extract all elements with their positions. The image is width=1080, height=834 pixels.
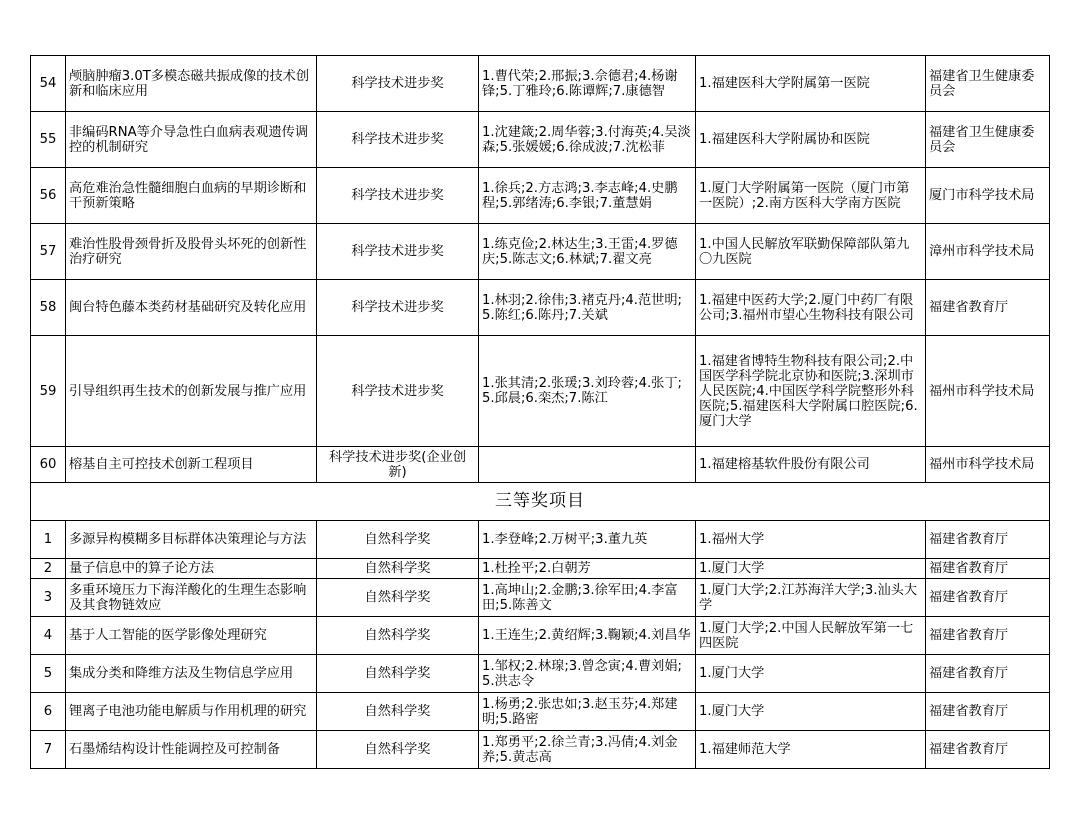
completing-units-cell: 1.福建省博特生物科技有限公司;2.中国医学科学院北京协和医院;3.深圳市人民医院;4.中国医学科学院整形外科医院;5.福建医科大学附属口腔医院;6.厦门大学 [696, 336, 926, 447]
section-header-row [31, 483, 1050, 521]
project-name-cell: 高危难治急性髓细胞白血病的早期诊断和干预新策略 [66, 168, 317, 224]
row-number-cell: 6 [31, 693, 66, 731]
project-name-cell: 引导组织再生技术的创新发展与推广应用 [66, 336, 317, 447]
award-type-cell: 自然科学奖 [317, 579, 479, 617]
row-number-cell: 54 [31, 56, 66, 112]
main-contributors-cell: 1.杨勇;2.张忠如;3.赵玉芬;4.郑建明;5.路密 [479, 693, 696, 731]
award-type-cell: 科学技术进步奖 [317, 336, 479, 447]
section-title: 三等奖项目 [31, 483, 1050, 521]
award-type-cell: 自然科学奖 [317, 693, 479, 731]
project-name-cell: 量子信息中的算子论方法 [66, 559, 317, 579]
award-type-cell: 科学技术进步奖 [317, 280, 479, 336]
nominating-unit-cell: 福建省教育厅 [926, 617, 1050, 655]
main-contributors-cell: 1.高坤山;2.金鹏;3.徐军田;4.李富田;5.陈善文 [479, 579, 696, 617]
award-type-cell: 自然科学奖 [317, 731, 479, 769]
table-row [31, 280, 1050, 336]
nominating-unit-cell: 福州市科学技术局 [926, 447, 1050, 483]
nominating-unit-cell: 福建省卫生健康委员会 [926, 112, 1050, 168]
row-number-cell: 2 [31, 559, 66, 579]
completing-units-cell: 1.厦门大学附属第一医院（厦门市第一医院）;2.南方医科大学南方医院 [696, 168, 926, 224]
nominating-unit-cell: 厦门市科学技术局 [926, 168, 1050, 224]
nominating-unit-cell: 福州市科学技术局 [926, 336, 1050, 447]
third-prize-section [31, 483, 1050, 521]
nominating-unit-cell: 福建省教育厅 [926, 693, 1050, 731]
table-row [31, 731, 1050, 769]
third-prize-rows [31, 521, 1050, 769]
row-number-cell: 4 [31, 617, 66, 655]
nominating-unit-cell: 福建省卫生健康委员会 [926, 56, 1050, 112]
table-row [31, 112, 1050, 168]
completing-units-cell: 1.福建师范大学 [696, 731, 926, 769]
completing-units-cell: 1.福建医科大学附属第一医院 [696, 56, 926, 112]
main-contributors-cell: 1.李登峰;2.万树平;3.董九英 [479, 521, 696, 559]
award-type-cell: 科学技术进步奖 [317, 56, 479, 112]
award-type-cell: 科学技术进步奖 [317, 224, 479, 280]
table-row [31, 559, 1050, 579]
award-type-cell: 科学技术进步奖 [317, 168, 479, 224]
completing-units-cell: 1.福建医科大学附属协和医院 [696, 112, 926, 168]
table-row [31, 168, 1050, 224]
row-number-cell: 5 [31, 655, 66, 693]
award-type-cell: 科学技术进步奖 [317, 112, 479, 168]
nominating-unit-cell: 福建省教育厅 [926, 579, 1050, 617]
second-prize-rows [31, 56, 1050, 483]
nominating-unit-cell: 福建省教育厅 [926, 559, 1050, 579]
main-contributors-cell: 1.杜拴平;2.白朝芳 [479, 559, 696, 579]
table-row [31, 521, 1050, 559]
award-type-cell: 自然科学奖 [317, 617, 479, 655]
nominating-unit-cell: 漳州市科学技术局 [926, 224, 1050, 280]
table-row [31, 447, 1050, 483]
row-number-cell: 56 [31, 168, 66, 224]
main-contributors-cell: 1.练克俭;2.林达生;3.王雷;4.罗德庆;5.陈志文;6.林斌;7.翟文亮 [479, 224, 696, 280]
completing-units-cell: 1.福州大学 [696, 521, 926, 559]
row-number-cell: 7 [31, 731, 66, 769]
completing-units-cell: 1.厦门大学;2.中国人民解放军第一七四医院 [696, 617, 926, 655]
award-table [30, 55, 1050, 769]
table-row [31, 693, 1050, 731]
main-contributors-cell: 1.林羽;2.徐伟;3.褚克丹;4.范世明;5.陈红;6.陈丹;7.关斌 [479, 280, 696, 336]
project-name-cell: 榕基自主可控技术创新工程项目 [66, 447, 317, 483]
main-contributors-cell [479, 447, 696, 483]
main-contributors-cell: 1.邹权;2.林瑔;3.曾念寅;4.曹刘娟;5.洪志令 [479, 655, 696, 693]
completing-units-cell: 1.厦门大学 [696, 693, 926, 731]
project-name-cell: 多重环境压力下海洋酸化的生理生态影响及其食物链效应 [66, 579, 317, 617]
project-name-cell: 难治性股骨颈骨折及股骨头坏死的创新性治疗研究 [66, 224, 317, 280]
main-contributors-cell: 1.郑勇平;2.徐兰青;3.冯倩;4.刘金养;5.黄志高 [479, 731, 696, 769]
main-contributors-cell: 1.徐兵;2.方志鸿;3.李志峰;4.史鹏程;5.郭绪涛;6.李银;7.董慧娟 [479, 168, 696, 224]
row-number-cell: 60 [31, 447, 66, 483]
row-number-cell: 1 [31, 521, 66, 559]
row-number-cell: 3 [31, 579, 66, 617]
completing-units-cell: 1.福建榕基软件股份有限公司 [696, 447, 926, 483]
completing-units-cell: 1.厦门大学;2.江苏海洋大学;3.汕头大学 [696, 579, 926, 617]
row-number-cell: 55 [31, 112, 66, 168]
table-row [31, 336, 1050, 447]
project-name-cell: 非编码RNA等介导急性白血病表观遗传调控的机制研究 [66, 112, 317, 168]
project-name-cell: 锂离子电池功能电解质与作用机理的研究 [66, 693, 317, 731]
completing-units-cell: 1.中国人民解放军联勤保障部队第九〇九医院 [696, 224, 926, 280]
project-name-cell: 多源异构模糊多目标群体决策理论与方法 [66, 521, 317, 559]
nominating-unit-cell: 福建省教育厅 [926, 655, 1050, 693]
award-type-cell: 自然科学奖 [317, 655, 479, 693]
nominating-unit-cell: 福建省教育厅 [926, 731, 1050, 769]
nominating-unit-cell: 福建省教育厅 [926, 521, 1050, 559]
table-row [31, 56, 1050, 112]
completing-units-cell: 1.厦门大学 [696, 655, 926, 693]
table-row [31, 617, 1050, 655]
nominating-unit-cell: 福建省教育厅 [926, 280, 1050, 336]
main-contributors-cell: 1.沈建箴;2.周华蓉;3.付海英;4.吴淡森;5.张媛媛;6.徐成波;7.沈松菲 [479, 112, 696, 168]
row-number-cell: 59 [31, 336, 66, 447]
award-type-cell: 科学技术进步奖(企业创新) [317, 447, 479, 483]
project-name-cell: 闽台特色藤本类药材基础研究及转化应用 [66, 280, 317, 336]
row-number-cell: 58 [31, 280, 66, 336]
table-row [31, 579, 1050, 617]
completing-units-cell: 1.厦门大学 [696, 559, 926, 579]
project-name-cell: 石墨烯结构设计性能调控及可控制备 [66, 731, 317, 769]
project-name-cell: 颅脑肿瘤3.0T多模态磁共振成像的技术创新和临床应用 [66, 56, 317, 112]
row-number-cell: 57 [31, 224, 66, 280]
main-contributors-cell: 1.王连生;2.黄绍辉;3.鞠颖;4.刘昌华 [479, 617, 696, 655]
project-name-cell: 集成分类和降维方法及生物信息学应用 [66, 655, 317, 693]
table-row [31, 224, 1050, 280]
award-type-cell: 自然科学奖 [317, 521, 479, 559]
main-contributors-cell: 1.曹代荣;2.邢振;3.佘德君;4.杨谢锋;5.丁雅玲;6.陈谭辉;7.康德智 [479, 56, 696, 112]
completing-units-cell: 1.福建中医药大学;2.厦门中药厂有限公司;3.福州市望心生物科技有限公司 [696, 280, 926, 336]
project-name-cell: 基于人工智能的医学影像处理研究 [66, 617, 317, 655]
table-row [31, 655, 1050, 693]
main-contributors-cell: 1.张其清;2.张瑗;3.刘玲蓉;4.张丁;5.邱晨;6.栾杰;7.陈江 [479, 336, 696, 447]
award-type-cell: 自然科学奖 [317, 559, 479, 579]
